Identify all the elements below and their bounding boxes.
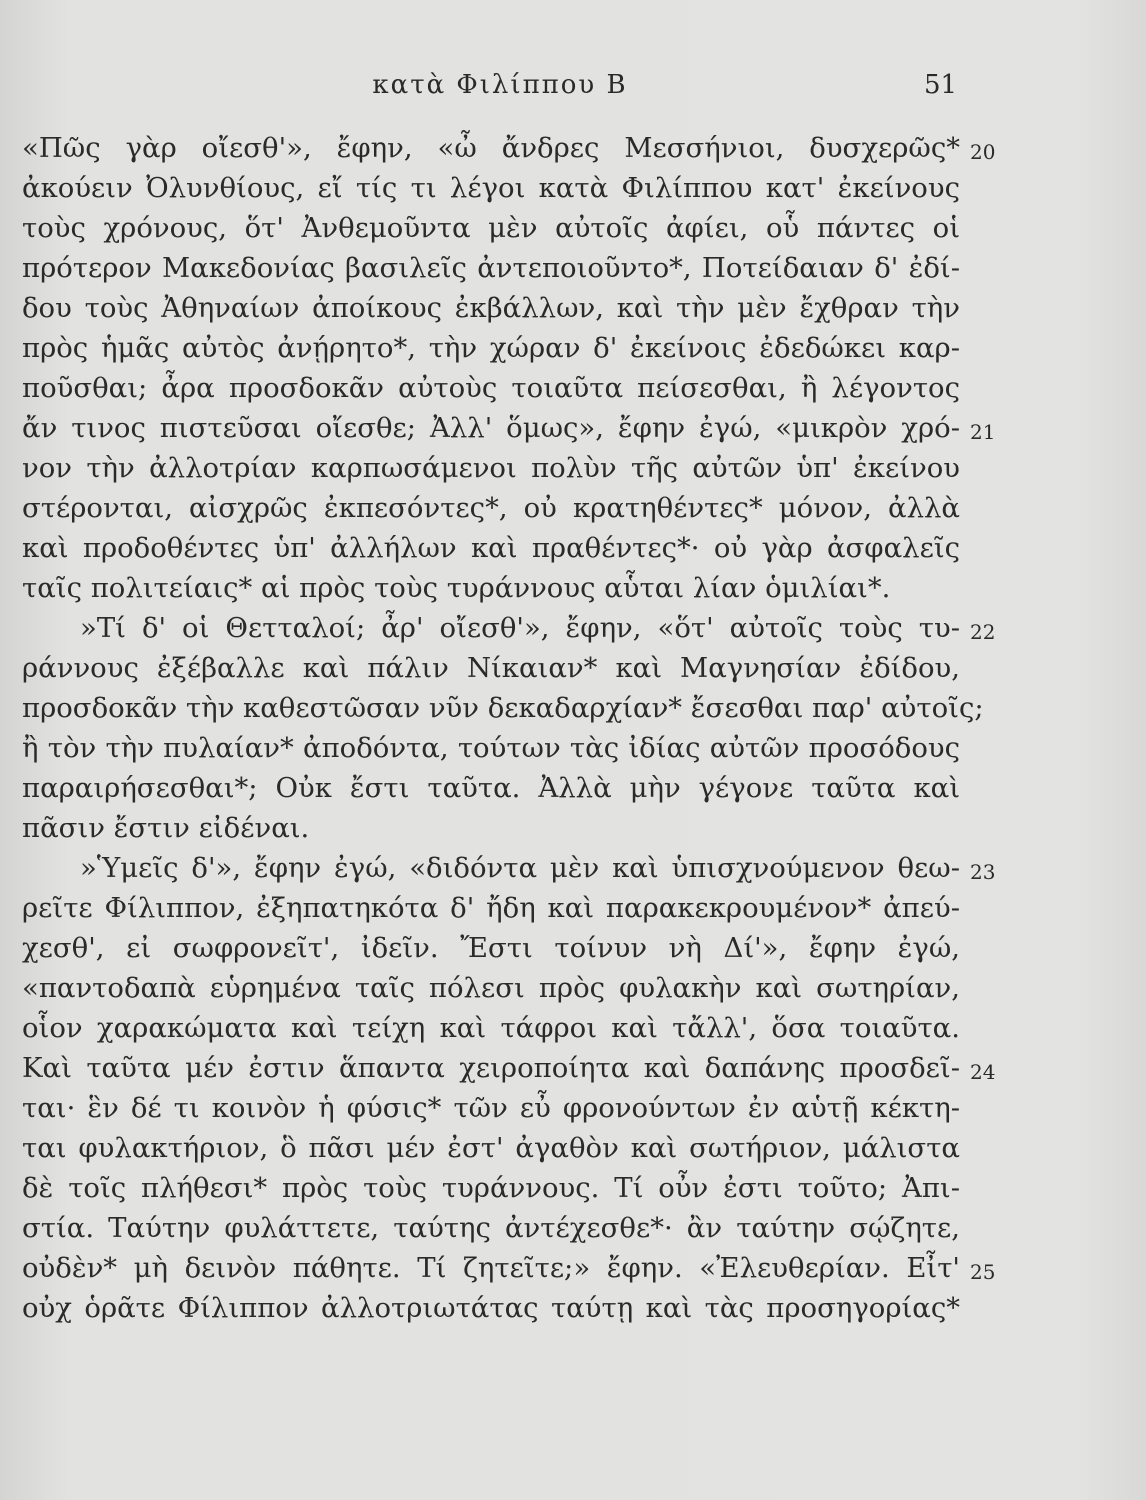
section-number: 21 — [970, 420, 996, 444]
text-line: δου τοὺς Ἀθηναίων ἀποίκους ἐκβάλλων, καὶ τὴν μὲν ἔχθραν τὴν — [22, 292, 960, 324]
text-line: ράννους ἐξέβαλλε καὶ πάλιν Νίκαιαν* καὶ Μαγνησίαν ἐδίδου, — [22, 652, 960, 684]
text-line: καὶ προδοθέντες ὑπ' ἀλλήλων καὶ πραθέντες*· οὐ γὰρ ἀσφαλεῖς — [22, 532, 960, 564]
section-number: 20 — [970, 140, 996, 164]
running-head: κατὰ Φιλίππου Β — [372, 70, 628, 100]
text-line: νον τὴν ἀλλοτρίαν καρπωσάμενοι πολὺν τῆς αὐτῶν ὑπ' ἐκείνου — [22, 452, 960, 484]
section-number: 24 — [970, 1060, 996, 1084]
text-line: ται· ἓν δέ τι κοινὸν ἡ φύσις* τῶν εὖ φρονούντων ἐν αὑτῇ κέκτη- — [22, 1092, 960, 1124]
text-line: ποῦσθαι; ἆρα προσδοκᾶν αὐτοὺς τοιαῦτα πείσεσθαι, ἢ λέγοντος — [22, 372, 960, 404]
text-line: ἀκούειν Ὀλυνθίους, εἴ τίς τι λέγοι κατὰ Φιλίππου κατ' ἐκείνους — [22, 172, 960, 204]
text-line: οἷον χαρακώματα καὶ τείχη καὶ τάφροι καὶ τἄλλ', ὅσα τοιαῦτα. — [22, 1012, 960, 1044]
text-line: τοὺς χρόνους, ὅτ' Ἀνθεμοῦντα μὲν αὐτοῖς ἀφίει, οὗ πάντες οἱ — [22, 212, 960, 244]
section-number: 22 — [970, 620, 996, 644]
text-line: οὐδὲν* μὴ δεινὸν πάθητε. Τί ζητεῖτε;» ἔφην. «Ἐλευθερίαν. Εἶτ' — [22, 1252, 960, 1284]
text-line: ρεῖτε Φίλιππον, ἐξηπατηκότα δ' ἤδη καὶ παρακεκρουμένον* ἀπεύ- — [22, 892, 960, 924]
text-line: πᾶσιν ἔστιν εἰδέναι. — [22, 812, 310, 844]
page-number: 51 — [924, 70, 958, 100]
text-line: »Τί δ' οἱ Θετταλοί; ἆρ' οἴεσθ'», ἔφην, «ὅτ' αὐτοῖς τοὺς τυ- — [80, 612, 960, 644]
text-line: δὲ τοῖς πλήθεσι* πρὸς τοὺς τυράννους. Τί οὖν ἐστι τοῦτο; Ἀπι- — [22, 1172, 960, 1204]
text-line: ἢ τὸν τὴν πυλαίαν* ἀποδόντα, τούτων τὰς ἰδίας αὐτῶν προσόδους — [22, 732, 960, 764]
text-line: ται φυλακτήριον, ὃ πᾶσι μέν ἐστ' ἀγαθὸν καὶ σωτήριον, μάλιστα — [22, 1132, 960, 1164]
text-line: στέρονται, αἰσχρῶς ἐκπεσόντες*, οὐ κρατηθέντες* μόνον, ἀλλὰ — [22, 492, 960, 524]
text-line: ἄν τινος πιστεῦσαι οἴεσθε; Ἀλλ' ὅμως», ἔφην ἐγώ, «μικρὸν χρό- — [22, 412, 960, 444]
text-line: πρότερον Μακεδονίας βασιλεῖς ἀντεποιοῦντο*, Ποτείδαιαν δ' ἐδί- — [22, 252, 960, 284]
section-number: 25 — [970, 1260, 996, 1284]
text-line: οὐχ ὁρᾶτε Φίλιππον ἀλλοτριωτάτας ταύτῃ καὶ τὰς προσηγορίας* — [22, 1292, 960, 1324]
section-number: 23 — [970, 860, 996, 884]
text-line: «Πῶς γὰρ οἴεσθ'», ἔφην, «ὦ ἄνδρες Μεσσήνιοι, δυσχερῶς* — [22, 132, 960, 164]
text-line: χεσθ', εἰ σωφρονεῖτ', ἰδεῖν. Ἔστι τοίνυν νὴ Δί'», ἔφην ἐγώ, — [22, 932, 960, 964]
text-line: Καὶ ταῦτα μέν ἐστιν ἅπαντα χειροποίητα καὶ δαπάνης προσδεῖ- — [22, 1052, 960, 1084]
text-line: στία. Ταύτην φυλάττετε, ταύτης ἀντέχεσθε*· ἂν ταύτην σῴζητε, — [22, 1212, 960, 1244]
text-line: »Ὑμεῖς δ'», ἔφην ἐγώ, «διδόντα μὲν καὶ ὑπισχνούμενον θεω- — [80, 852, 960, 884]
text-line: παραιρήσεσθαι*; Οὐκ ἔστι ταῦτα. Ἀλλὰ μὴν γέγονε ταῦτα καὶ — [22, 772, 960, 804]
text-line: πρὸς ἡμᾶς αὐτὸς ἀνῄρητο*, τὴν χώραν δ' ἐκείνοις ἐδεδώκει καρ- — [22, 332, 960, 364]
text-line: ταῖς πολιτείαις* αἱ πρὸς τοὺς τυράννους αὗται λίαν ὁμιλίαι*. — [22, 572, 891, 604]
text-line: προσδοκᾶν τὴν καθεστῶσαν νῦν δεκαδαρχίαν* ἔσεσθαι παρ' αὐτοῖς; — [22, 692, 984, 724]
text-line: «παντοδαπὰ εὑρημένα ταῖς πόλεσι πρὸς φυλακὴν καὶ σωτηρίαν, — [22, 972, 960, 1004]
